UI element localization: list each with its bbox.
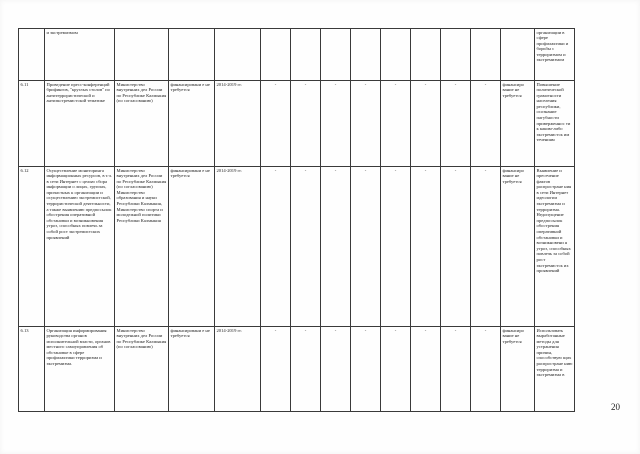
year-amount-cell-text: - xyxy=(364,81,367,87)
year-amount-cell-text: - xyxy=(454,167,457,173)
year-amount-cell-text: - xyxy=(334,167,337,173)
year-amount-cell xyxy=(321,81,351,167)
executor-cell xyxy=(115,81,169,167)
year-amount-cell-text: - xyxy=(424,327,427,333)
year-amount-cell xyxy=(261,167,291,327)
year-amount-cell xyxy=(291,167,321,327)
financing-note-cell xyxy=(501,167,535,327)
year-amount-cell-text: - xyxy=(304,81,307,87)
event-cell-text: Организация информирования руководства органов исполнительной власти, органов местного самоуправления об обстановке в сфере профилактики терроризма и экстремизма. xyxy=(46,327,111,367)
year-amount-cell xyxy=(471,167,501,327)
year-amount-cell xyxy=(471,29,501,81)
executor-cell-text: Министерство внутренних дел России по Республике Калмыкия (по согласованию) Министерство образования и науки Республики Калмыкия, Министерство спорта и молодежной политики Республики Калмыкия xyxy=(116,167,167,223)
program-activities-table xyxy=(18,28,575,412)
row-number-cell-text: 6.12 xyxy=(20,167,29,173)
executor-cell-text: Министерство внутренних дел России по Республике Калмыкия (по согласованию) xyxy=(116,327,167,350)
year-amount-cell-text: - xyxy=(304,327,307,333)
row-number-cell xyxy=(19,327,45,412)
row-number-cell xyxy=(19,81,45,167)
year-amount-cell-text: - xyxy=(334,327,337,333)
financing-source-cell-text: финансировани е не требуется xyxy=(170,81,210,93)
financing-note-cell xyxy=(501,327,535,412)
period-cell xyxy=(215,81,261,167)
year-amount-cell xyxy=(291,327,321,412)
table-row xyxy=(19,327,575,412)
year-amount-cell-text: - xyxy=(334,81,337,87)
year-amount-cell xyxy=(351,29,381,81)
year-amount-cell xyxy=(351,81,381,167)
executor-cell xyxy=(115,167,169,327)
page-number: 20 xyxy=(611,402,620,412)
executor-cell xyxy=(115,29,169,81)
year-amount-cell-text: - xyxy=(454,327,457,333)
financing-note-cell-text: финансиро вание не требуется xyxy=(502,327,524,344)
year-amount-cell-text: - xyxy=(484,81,487,87)
financing-source-cell xyxy=(169,327,215,412)
year-amount-cell xyxy=(321,167,351,327)
expected-result-cell-text: Повышение политической грамотности населения республики, осознание пагубности приверженнос ти к каким-либо экстремистск им течениям xyxy=(536,81,571,143)
financing-source-cell-text: финансировани е не требуется xyxy=(170,327,210,339)
year-amount-cell xyxy=(381,167,411,327)
table-row xyxy=(19,81,575,167)
year-amount-cell xyxy=(351,327,381,412)
period-cell-text: 2014-2019 гг. xyxy=(216,327,242,333)
financing-source-cell xyxy=(169,29,215,81)
event-cell xyxy=(45,167,115,327)
year-amount-cell-text: - xyxy=(364,167,367,173)
year-amount-cell xyxy=(411,81,441,167)
period-cell-text: 2014-2019 гг. xyxy=(216,81,242,87)
event-cell xyxy=(45,327,115,412)
year-amount-cell-text: - xyxy=(274,81,277,87)
financing-source-cell-text: финансировани е не требуется xyxy=(170,167,210,179)
year-amount-cell-text: - xyxy=(274,167,277,173)
year-amount-cell-text: - xyxy=(454,81,457,87)
expected-result-cell-text: Использовать выработанные методы для устранения причин, способствую щих распростране нию терроризма и экстремизма в xyxy=(536,327,573,378)
year-amount-cell xyxy=(471,327,501,412)
executor-cell-text: Министерство внутренних дел России по Республике Калмыкия (по согласованию) xyxy=(116,81,167,104)
expected-result-cell xyxy=(535,167,575,327)
row-number-cell xyxy=(19,167,45,327)
year-amount-cell xyxy=(381,81,411,167)
year-amount-cell xyxy=(321,29,351,81)
event-cell xyxy=(45,29,115,81)
year-amount-cell xyxy=(471,81,501,167)
event-cell xyxy=(45,81,115,167)
year-amount-cell xyxy=(291,29,321,81)
event-cell-text: и экстремизмом xyxy=(46,29,78,35)
event-cell-text: Проведение пресс-конференций брифингов, "круглых столов" по антитеррористической и антиэкстремистской тематике xyxy=(46,81,110,104)
year-amount-cell-text: - xyxy=(364,327,367,333)
expected-result-cell-text: организации в сфере профилактики и борьбы с терроризмом и экстремизмом xyxy=(536,29,569,63)
year-amount-cell xyxy=(351,167,381,327)
event-cell-text: Осуществление мониторинга информационных ресурсов, в т.ч. в сети Интернет с целью сбора информации о лицах, группах, причастных к организации и осуществлению экстремистской, террористической деятельности, а также выявлению предпосылок обострения оперативной обстановки и возникновения угроз, способных повлечь за собой рост экстремистских проявлений xyxy=(46,167,112,240)
executor-cell xyxy=(115,327,169,412)
year-amount-cell xyxy=(411,167,441,327)
year-amount-cell xyxy=(261,327,291,412)
year-amount-cell xyxy=(441,81,471,167)
year-amount-cell xyxy=(381,29,411,81)
year-amount-cell xyxy=(441,29,471,81)
year-amount-cell-text: - xyxy=(484,167,487,173)
year-amount-cell-text: - xyxy=(394,327,397,333)
year-amount-cell-text: - xyxy=(424,167,427,173)
row-number-cell-text: 6.11 xyxy=(20,81,29,87)
financing-source-cell xyxy=(169,167,215,327)
year-amount-cell xyxy=(411,29,441,81)
period-cell xyxy=(215,327,261,412)
year-amount-cell xyxy=(261,81,291,167)
period-cell xyxy=(215,29,261,81)
year-amount-cell xyxy=(441,327,471,412)
expected-result-cell xyxy=(535,29,575,81)
year-amount-cell-text: - xyxy=(394,167,397,173)
year-amount-cell-text: - xyxy=(424,81,427,87)
year-amount-cell xyxy=(261,29,291,81)
expected-result-cell-text: Выявление и пресечение фактов распростране ния в сети Интернет идеологии экстремизма и терроризма. Недопущение предпосылок обострения оперативной обстановки и возникновени я угроз, способных повлечь за собой рост экстремистск их проявлений xyxy=(536,167,572,274)
table-row xyxy=(19,167,575,327)
table-body xyxy=(19,29,575,412)
row-number-cell xyxy=(19,29,45,81)
expected-result-cell xyxy=(535,327,575,412)
year-amount-cell-text: - xyxy=(274,327,277,333)
expected-result-cell xyxy=(535,81,575,167)
financing-note-cell xyxy=(501,81,535,167)
financing-note-cell xyxy=(501,29,535,81)
financing-source-cell xyxy=(169,81,215,167)
year-amount-cell-text: - xyxy=(304,167,307,173)
year-amount-cell-text: - xyxy=(394,81,397,87)
year-amount-cell xyxy=(321,327,351,412)
row-number-cell-text: 6.13 xyxy=(20,327,29,333)
year-amount-cell-text: - xyxy=(484,327,487,333)
financing-note-cell-text: финансиро вание не требуется xyxy=(502,167,524,184)
year-amount-cell xyxy=(381,327,411,412)
financing-note-cell-text: финансиро вание не требуется xyxy=(502,81,524,98)
period-cell xyxy=(215,167,261,327)
year-amount-cell xyxy=(441,167,471,327)
year-amount-cell xyxy=(411,327,441,412)
table-row xyxy=(19,29,575,81)
year-amount-cell xyxy=(291,81,321,167)
period-cell-text: 2014-2019 гг. xyxy=(216,167,242,173)
